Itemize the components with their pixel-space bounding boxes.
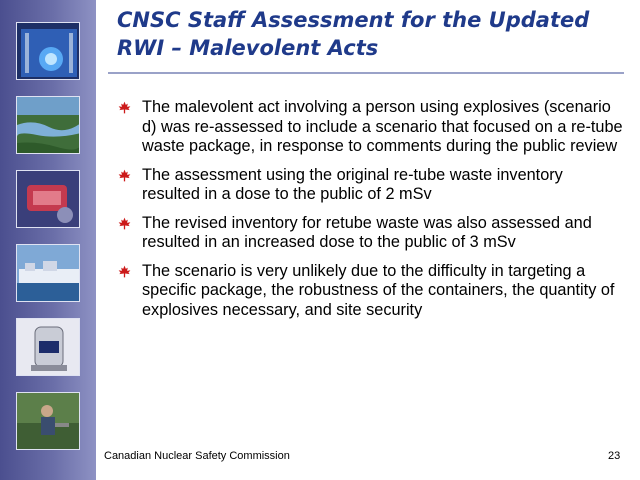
bullet-item [118,98,623,157]
bullet-text: The scenario is very unlikely due to the difficulty in targeting a specific package, the robustness of the containers, the quantity of explosives necessary, and site security [142,261,615,319]
maple-leaf-icon [118,101,131,114]
transport-package-photo [16,318,80,376]
bullet-item [118,214,623,253]
bullet-item [118,166,623,205]
bullet-text: The revised inventory for retube waste was also assessed and resulted in an increased dose to the public of 3 mSv [142,213,592,251]
footer-organization: Canadian Nuclear Safety Commission [104,450,290,462]
bullet-item [118,262,623,321]
equipment-photo [16,170,80,228]
page-number: 23 [608,450,621,462]
sidebar [0,0,96,480]
maple-leaf-icon [118,217,131,230]
field-worker-photo [16,392,80,450]
title-line-2: RWI – Malevolent Acts [117,36,379,60]
power-station-photo [16,244,80,302]
maple-leaf-icon [118,169,131,182]
bullet-list [118,98,623,329]
reactor-pool-photo [16,22,80,80]
bullet-text: The assessment using the original re-tube waste inventory resulted in a dose to the public of 2 mSv [142,165,563,203]
title-line-1: CNSC Staff Assessment for the Updated [117,8,590,32]
slide-title [117,6,617,62]
maple-leaf-icon [118,265,131,278]
title-divider [108,72,624,74]
lake-landscape-photo [16,96,80,154]
bullet-text: The malevolent act involving a person using explosives (scenario d) was re-assessed to include a scenario that focused on a re-tube waste package, in response to comments during the public review [142,98,623,155]
